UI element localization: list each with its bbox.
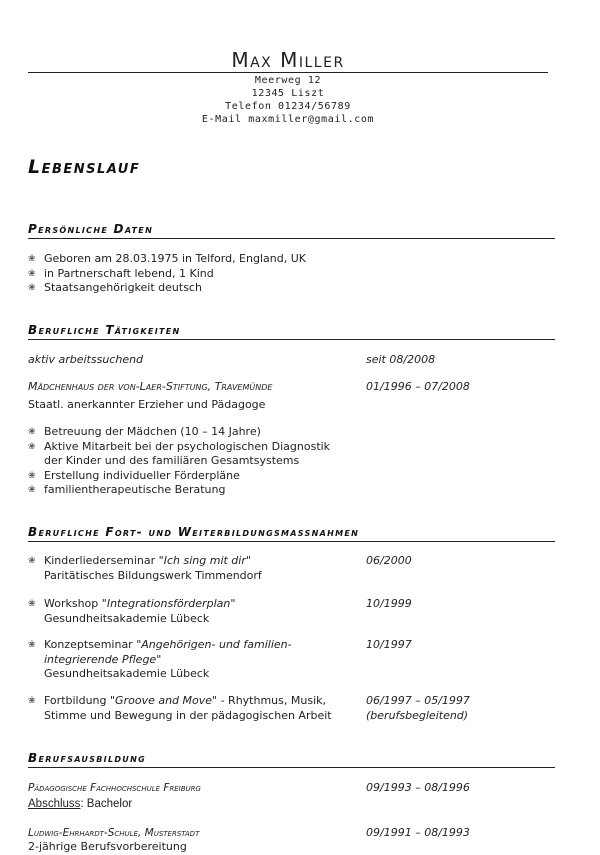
section-heading-work: Berufliche Tätigkeiten bbox=[28, 323, 181, 337]
bullet-item bbox=[28, 483, 368, 498]
training-line bbox=[44, 554, 368, 569]
training-item bbox=[28, 694, 368, 723]
training-line bbox=[44, 597, 368, 612]
training-entry bbox=[28, 597, 368, 626]
employer-name: Mädchenhaus der von-Laer-Stiftung, Travemünde bbox=[28, 380, 273, 393]
training-date: 10/1997 bbox=[366, 638, 412, 651]
bullet-item bbox=[28, 469, 368, 484]
training-date: 06/1997 – 05/1997 bbox=[366, 694, 470, 707]
training-date: 10/1999 bbox=[366, 597, 412, 610]
city-address: 12345 Liszt bbox=[251, 88, 325, 99]
education-dates: 09/1993 – 08/1996 bbox=[366, 781, 470, 794]
degree-label: Abschluss bbox=[28, 798, 81, 810]
training-date: 06/2000 bbox=[366, 554, 412, 567]
training-line bbox=[44, 694, 368, 709]
bullet-text: Erstellung individueller Förderpläne bbox=[44, 468, 240, 482]
job-duties-list bbox=[28, 425, 368, 498]
bullet-text: Staatsangehörigkeit deutsch bbox=[44, 281, 202, 294]
bullet-text: familientherapeutische Beratung bbox=[44, 483, 226, 496]
phone-number: Telefon 01234/56789 bbox=[225, 101, 351, 112]
training-entry bbox=[28, 638, 368, 682]
training-item bbox=[28, 597, 368, 626]
school-name: Ludwig-Ehrhardt-Schule, Musterstadt bbox=[28, 827, 200, 839]
school-name: Pädagogische Fachhochschule Freiburg bbox=[28, 782, 201, 794]
street-address: Meerweg 12 bbox=[254, 75, 322, 86]
current-status: aktiv arbeitssuchend bbox=[28, 353, 144, 366]
bullet-icon: ❀ bbox=[28, 268, 36, 279]
current-status-date: seit 08/2008 bbox=[366, 353, 436, 366]
training-title: "Ich sing mit dir" bbox=[158, 554, 251, 567]
training-organizer: Gesundheitsakademie Lübeck bbox=[44, 667, 210, 680]
bullet-icon: ❀ bbox=[28, 283, 36, 293]
training-title: "Groove and Move" bbox=[110, 694, 218, 707]
education-dates: 09/1991 – 08/1993 bbox=[366, 826, 470, 839]
employment-dates: 01/1996 – 07/2008 bbox=[366, 380, 470, 393]
applicant-name: Max Miller bbox=[231, 48, 345, 72]
bullet-text: in Partnerschaft lebend, 1 Kind bbox=[44, 266, 214, 280]
bullet-text: Aktive Mitarbeit bei der psychologischen Diagnostik bbox=[44, 439, 331, 453]
training-organizer: Paritätisches Bildungswerk Timmendorf bbox=[44, 568, 262, 582]
training-type: Kinderliederseminar bbox=[44, 554, 159, 567]
bullet-item bbox=[28, 252, 368, 267]
degree-value: : Bachelor bbox=[80, 798, 133, 810]
section-heading-education: Berufsausbildung bbox=[28, 751, 146, 765]
bullet-icon: ❀ bbox=[28, 696, 36, 706]
training-organizer: Gesundheitsakademie Lübeck bbox=[44, 611, 210, 625]
training-date-note: (berufsbegleitend) bbox=[366, 708, 469, 722]
training-title: "Angehörigen- und familien- bbox=[136, 638, 292, 651]
section-divider bbox=[28, 339, 555, 340]
bullet-icon: ❀ bbox=[28, 640, 36, 650]
bullet-icon: ❀ bbox=[28, 427, 36, 437]
training-item bbox=[28, 638, 368, 682]
bullet-icon: ❀ bbox=[28, 556, 36, 566]
training-type: Konzeptseminar bbox=[44, 638, 137, 651]
training-item bbox=[28, 554, 368, 583]
bullet-icon: ❀ bbox=[28, 441, 36, 452]
section-divider bbox=[28, 767, 555, 768]
training-title-cont: integrierende Pflege" bbox=[44, 652, 162, 666]
training-topic: - Rhythmus, Musik, bbox=[217, 694, 326, 707]
training-organizer: Stimme und Bewegung in der pädagogischen Arbeit bbox=[44, 708, 332, 722]
bullet-text: Geboren am 28.03.1975 in Telford, England, UK bbox=[44, 252, 306, 265]
bullet-item bbox=[28, 281, 368, 296]
section-divider bbox=[28, 541, 555, 542]
training-type: Workshop bbox=[44, 597, 102, 610]
bullet-text: der Kinder und des familiären Gesamtsystems bbox=[44, 454, 300, 467]
bullet-item bbox=[28, 440, 368, 469]
section-heading-personal: Persönliche Daten bbox=[28, 222, 154, 236]
name-divider bbox=[28, 72, 548, 73]
section-heading-training: Berufliche Fort- und Weiterbildungsmassnahmen bbox=[28, 525, 360, 539]
section-divider bbox=[28, 238, 555, 239]
bullet-icon: ❀ bbox=[28, 470, 36, 481]
training-title: "Integrationsförderplan" bbox=[101, 597, 236, 610]
bullet-item bbox=[28, 425, 368, 440]
bullet-icon: ❀ bbox=[28, 599, 36, 609]
email-address: E-Mail maxmiller@gmail.com bbox=[201, 114, 375, 125]
degree-line bbox=[28, 797, 132, 812]
personal-data-list bbox=[28, 252, 368, 296]
job-role: Staatl. anerkannter Erzieher und Pädagoge bbox=[28, 398, 266, 411]
bullet-icon: ❀ bbox=[28, 254, 36, 264]
training-entry bbox=[28, 694, 368, 723]
contact-block bbox=[0, 74, 576, 126]
training-type: Fortbildung bbox=[44, 694, 110, 707]
bullet-icon: ❀ bbox=[28, 485, 36, 495]
training-entry bbox=[28, 554, 368, 583]
training-line bbox=[44, 638, 368, 653]
document-title: Lebenslauf bbox=[28, 156, 141, 178]
education-program: 2-jährige Berufsvorbereitung bbox=[28, 840, 187, 853]
bullet-text: Betreuung der Mädchen (10 – 14 Jahre) bbox=[44, 425, 261, 438]
bullet-item bbox=[28, 267, 368, 282]
